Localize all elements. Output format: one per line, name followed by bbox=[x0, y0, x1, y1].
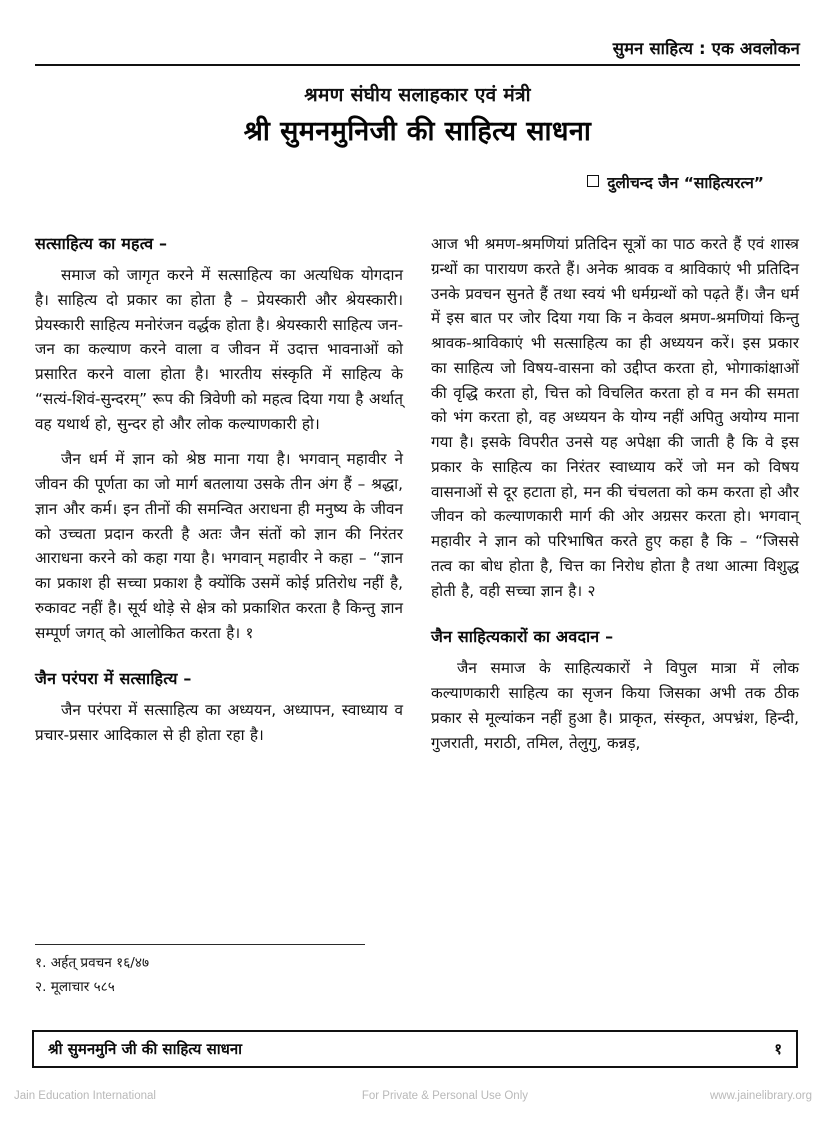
section-heading-satsahitya-ka-mahatva: सत्साहित्य का महत्व – bbox=[35, 234, 168, 253]
body-columns bbox=[35, 232, 800, 940]
footer-banner bbox=[32, 1030, 798, 1068]
title-kicker: श्रमण संघीय सलाहकार एवं मंत्री bbox=[304, 84, 531, 106]
footnote-rule-divider bbox=[35, 944, 365, 945]
header-rule-divider bbox=[35, 64, 800, 66]
paragraph: समाज को जागृत करने में सत्साहित्य का अत्यधिक योगदान है। साहित्य दो प्रकार का होता है – प्रेयस्कारी और श्रेयस्कारी। प्रेयस्कारी साहित्य मनोरंजन वर्द्धक होता है। श्रेयस्कारी साहित्य जन-जन का कल्याण करने वाला व जीवन में उदात्त भावनाओं को प्रसारित करने वाला होता है। भारतीय संस्कृति में साहित्य के “सत्यं-शिवं-सुन्दरम्” रूप की त्रिवेणी को महत्व दिया गया है अर्थात् वह यथार्थ हो, सुन्दर हो और लोक कल्याणकारी हो। bbox=[35, 266, 403, 433]
footnote-item: १. अर्हत् प्रवचन १६/४७ bbox=[35, 955, 150, 971]
page-title: श्री सुमनमुनिजी की साहित्य साधना bbox=[243, 115, 592, 147]
square-bullet-icon bbox=[587, 175, 599, 187]
footer-title: श्री सुमनमुनि जी की साहित्य साधना bbox=[48, 1040, 243, 1058]
footnote-item: २. मूलाचार ५८५ bbox=[35, 978, 115, 995]
page-number: १ bbox=[774, 1040, 782, 1058]
watermark-organization: Jain Education International bbox=[14, 1090, 156, 1102]
author-byline bbox=[35, 171, 800, 193]
watermark-usage-notice: For Private & Personal Use Only bbox=[361, 1090, 528, 1102]
right-column bbox=[431, 232, 799, 940]
section-heading-jain-parampara: जैन परंपरा में सत्साहित्य – bbox=[35, 669, 192, 689]
paragraph: जैन परंपरा में सत्साहित्य का अध्ययन, अध्यापन, स्वाध्याय व प्रचार-प्रसार आदिकाल से ही होता रहा है। bbox=[35, 701, 403, 745]
watermark-website[interactable]: www.jainelibrary.org bbox=[709, 1090, 812, 1102]
title-block bbox=[35, 84, 800, 193]
paragraph: आज भी श्रमण-श्रमणियां प्रतिदिन सूत्रों का पाठ करते हैं एवं शास्त्र ग्रन्थों का पारायण करते हैं। अनेक श्रावक व श्राविकाएं भी प्रतिदिन उनके प्रवचन सुनते हैं तथा स्वयं भी धर्मग्रन्थों को पढ़ते हैं। जैन धर्म में इस बात पर जोर दिया गया कि न केवल श्रमण-श्रमणियां किन्तु श्रावक-श्राविकाएं भी सत्साहित्य का ही अध्ययन करें। इस प्रकार का साहित्य जो विषय-वासना को उद्दीप्त करता हो, भोगाकांक्षाओं की वृद्धि करता हो, चित्त को विचलित करता हो व मन की समता को भंग करता हो, वह अध्ययन के योग्य नहीं अपितु अयोग्य माना गया है। इसके विपरीत उनसे यह अपेक्षा की जाती है कि वे इस प्रकार के साहित्य का निरंतर स्वाध्याय करें जो मन को विषय वासनाओं से दूर हटाता हो, मन की चंचलता को कम करता हो और जीवन को कल्याणकारी मार्ग की ओर अग्रसर करता हो। भगवान् महावीर ने ज्ञान को परिभाषित करते हुए कहा है कि – “जिससे तत्व का बोध होता है, चित्त का निरोध होता है तथा आत्मा विशुद्ध होती है, वही सच्चा ज्ञान है। २ bbox=[431, 235, 799, 600]
section-heading-jain-sahityakaron-ka-avdan: जैन साहित्यकारों का अवदान – bbox=[431, 627, 614, 647]
footnotes bbox=[35, 952, 535, 1000]
author-name: दुलीचन्द जैन “साहित्यरत्न” bbox=[607, 173, 764, 192]
paragraph: जैन समाज के साहित्यकारों ने विपुल मात्रा में लोक कल्याणकारी साहित्य का सृजन किया जिसका अभी तक ठीक प्रकार से मूल्यांकन नहीं हुआ है। प्राकृत, संस्कृत, अपभ्रंश, हिन्दी, गुजराती, मराठी, तमिल, तेलुगु, कन्नड़, bbox=[431, 659, 799, 752]
paragraph: जैन धर्म में ज्ञान को श्रेष्ठ माना गया है। भगवान् महावीर ने जीवन की पूर्णता का जो मार्ग बतलाया उसके तीन अंग हैं – श्रद्धा, ज्ञान और कर्म। इन तीनों की समन्वित अराधना ही मनुष्य के जीवन को उच्चता प्रदान करती है अतः जैन संतों को ज्ञान की निरंतर आराधना करने को कहा गया है। भगवान् महावीर ने कहा – “ज्ञान का प्रकाश ही सच्चा प्रकाश है क्योंकि उसमें कोई प्रतिरोध नहीं है, रुकावट नहीं है। सूर्य थोड़े से क्षेत्र को प्रकाशित करता है किन्तु ज्ञान सम्पूर्ण जगत् को आलोकित करता है। १ bbox=[35, 450, 403, 642]
watermark-strip bbox=[0, 1090, 828, 1102]
running-header: सुमन साहित्य : एक अवलोकन bbox=[612, 39, 800, 58]
left-column bbox=[35, 232, 403, 940]
